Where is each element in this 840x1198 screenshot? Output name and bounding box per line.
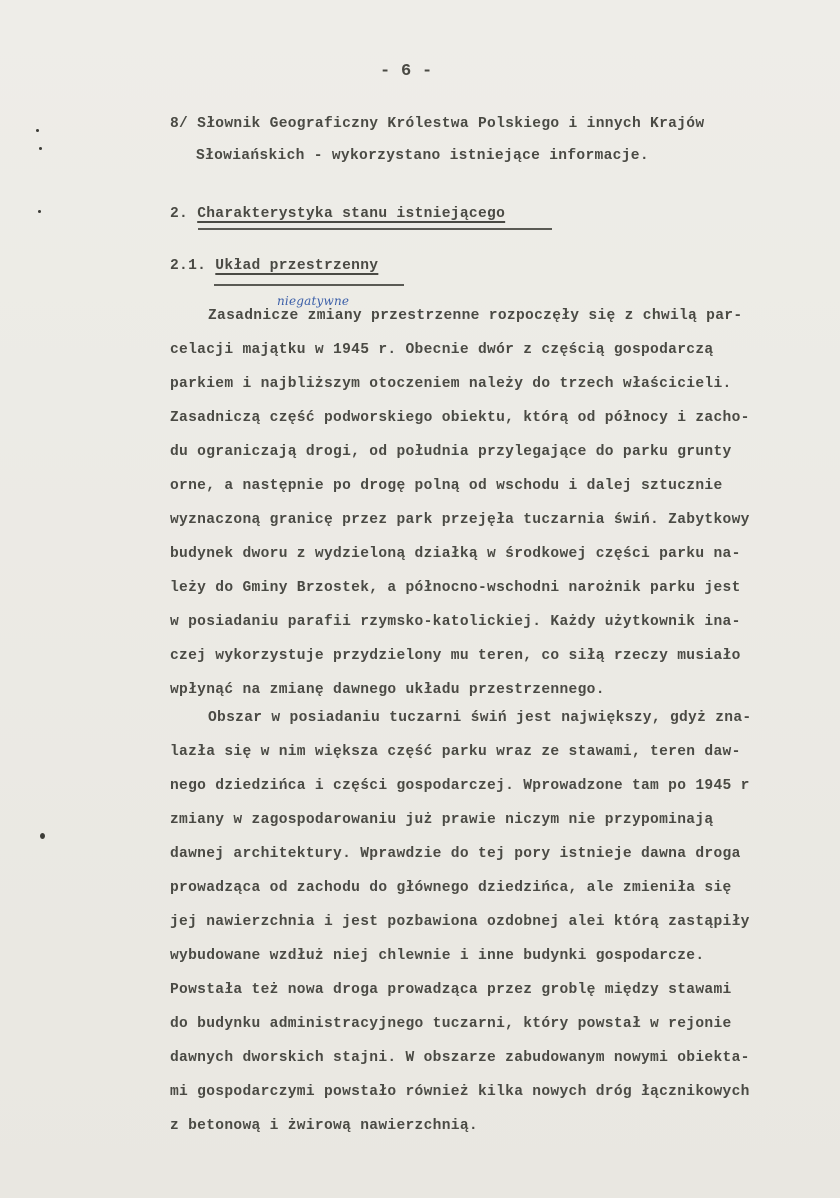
paragraph1-line: du ograniczają drogi, od południa przylegające do parku grunty bbox=[170, 444, 732, 460]
handwritten-annotation: niegatywne bbox=[277, 294, 350, 308]
section-2-1-title: Układ przestrzenny bbox=[215, 258, 379, 274]
margin-mark bbox=[40, 833, 45, 839]
paragraph2-line: Powstała też nowa droga prowadząca przez groblę między stawami bbox=[170, 982, 732, 998]
paragraph1-line: wyznaczoną granicę przez park przejęła tuczarnia świń. Zabytkowy bbox=[170, 512, 750, 528]
paragraph2-line: lazła się w nim większa część parku wraz ze stawami, teren daw- bbox=[170, 744, 741, 760]
bibliography-item-8-line-2: Słowiańskich - wykorzystano istniejące informacje. bbox=[196, 148, 649, 164]
margin-mark bbox=[36, 129, 39, 132]
paragraph2-line: Obszar w posiadaniu tuczarni świń jest największy, gdyż zna- bbox=[208, 710, 752, 726]
paragraph1-line: parkiem i najbliższym otoczeniem należy do trzech właścicieli. bbox=[170, 376, 732, 392]
paragraph2-line: prowadząca od zachodu do głównego dziedzińca, ale zmieniła się bbox=[170, 880, 732, 896]
section-2-heading bbox=[170, 206, 505, 222]
paragraph2-line: zmiany w zagospodarowaniu już prawie niczym nie przypominają bbox=[170, 812, 714, 828]
paragraph2-line: mi gospodarczymi powstało również kilka nowych dróg łącznikowych bbox=[170, 1084, 750, 1100]
section-2-title: Charakterystyka stanu istniejącego bbox=[197, 206, 506, 222]
paragraph2-line: nego dziedzińca i części gospodarczej. Wprowadzone tam po 1945 r bbox=[170, 778, 750, 794]
paragraph1-line: celacji majątku w 1945 r. Obecnie dwór z częścią gospodarczą bbox=[170, 342, 714, 358]
paragraph2-line: do budynku administracyjnego tuczarni, który powstał w rejonie bbox=[170, 1016, 732, 1032]
paragraph2-line: wybudowane wzdłuż niej chlewnie i inne budynki gospodarcze. bbox=[170, 948, 705, 964]
section-2-1-number: 2.1. bbox=[170, 258, 207, 274]
section-2-number: 2. bbox=[170, 206, 189, 222]
paragraph2-line: z betonową i żwirową nawierzchnią. bbox=[170, 1118, 478, 1134]
margin-mark bbox=[39, 147, 42, 150]
section-2-1-heading bbox=[170, 258, 378, 274]
paragraph1-line: leży do Gminy Brzostek, a północno-wschodni narożnik parku jest bbox=[170, 580, 741, 596]
paragraph1-line: czej wykorzystuje przydzielony mu teren, co siłą rzeczy musiało bbox=[170, 648, 741, 664]
page-number: - 6 - bbox=[380, 62, 433, 81]
margin-mark bbox=[38, 210, 41, 213]
section-2-double-underline bbox=[198, 228, 552, 230]
paragraph2-line: dawnych dworskich stajni. W obszarze zabudowanym nowymi obiekta- bbox=[170, 1050, 750, 1066]
bibliography-item-8-line-1: 8/ Słownik Geograficzny Królestwa Polskiego i innych Krajów bbox=[170, 116, 705, 132]
section-2-1-double-underline bbox=[214, 284, 404, 286]
paragraph1-line: wpłynąć na zmianę dawnego układu przestrzennego. bbox=[170, 682, 605, 698]
paragraph1-line: Zasadnicze zmiany przestrzenne rozpoczęły się z chwilą par- bbox=[208, 308, 743, 324]
paragraph1-line: Zasadniczą część podworskiego obiektu, którą od północy i zacho- bbox=[170, 410, 750, 426]
paragraph2-line: jej nawierzchnia i jest pozbawiona ozdobnej alei którą zastąpiły bbox=[170, 914, 750, 930]
paragraph1-line: budynek dworu z wydzieloną działką w środkowej części parku na- bbox=[170, 546, 741, 562]
paragraph1-line: orne, a następnie po drogę polną od wschodu i dalej sztucznie bbox=[170, 478, 723, 494]
paragraph1-line: w posiadaniu parafii rzymsko-katolickiej. Każdy użytkownik ina- bbox=[170, 614, 741, 630]
paragraph2-line: dawnej architektury. Wprawdzie do tej pory istnieje dawna droga bbox=[170, 846, 741, 862]
